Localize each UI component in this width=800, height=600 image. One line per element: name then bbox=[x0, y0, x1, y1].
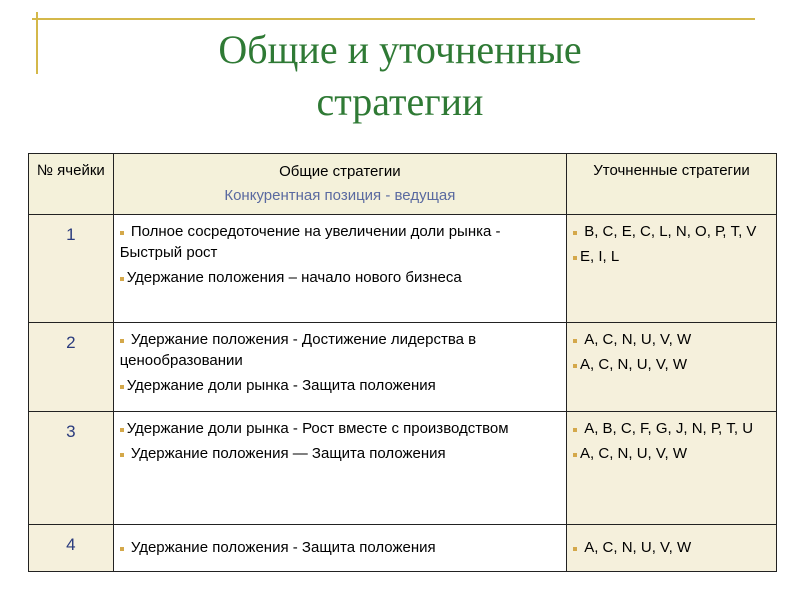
decor-left-line bbox=[36, 12, 38, 74]
refined-strategy-text: А, С, N, U, V, W bbox=[580, 539, 692, 556]
bullet-icon bbox=[120, 339, 124, 343]
list-item bbox=[120, 375, 560, 396]
bullet-icon bbox=[120, 547, 124, 551]
row-number: 2 bbox=[29, 323, 114, 412]
bullet-icon bbox=[120, 277, 124, 281]
header-cell-number bbox=[29, 154, 114, 215]
list-item bbox=[120, 537, 560, 558]
header-cell-general bbox=[113, 154, 566, 215]
general-strategies-cell bbox=[113, 215, 566, 323]
list-item bbox=[573, 329, 770, 350]
table-row bbox=[29, 412, 777, 525]
strategy-table bbox=[28, 153, 777, 572]
general-strategy-text: Удержание положения - Достижение лидерства в ценообразовании bbox=[119, 331, 477, 369]
bullet-icon bbox=[573, 453, 577, 457]
refined-strategy-text: А, С, N, U, V, W bbox=[580, 356, 687, 373]
decor-top-line bbox=[32, 18, 755, 20]
table-header-row bbox=[29, 154, 777, 215]
bullet-icon bbox=[120, 385, 124, 389]
bullet-icon bbox=[573, 547, 577, 551]
header-general-subtitle: Конкурентная позиция - ведущая bbox=[224, 187, 456, 204]
general-strategy-text: Полное сосредоточение на увеличении доли рынка - Быстрый рост bbox=[119, 223, 501, 261]
list-item bbox=[573, 418, 770, 439]
row-number: 3 bbox=[29, 412, 114, 525]
refined-strategies-cell bbox=[567, 215, 777, 323]
bullet-icon bbox=[573, 231, 577, 235]
list-item bbox=[573, 354, 770, 375]
row-number: 1 bbox=[29, 215, 114, 323]
refined-strategy-text: А, С, N, U, V, W bbox=[580, 445, 687, 462]
table-row bbox=[29, 323, 777, 412]
page-title bbox=[120, 24, 680, 128]
header-general-label: Общие стратегии bbox=[279, 163, 401, 180]
list-item bbox=[573, 221, 770, 242]
refined-strategies-cell bbox=[567, 323, 777, 412]
header-cell-refined bbox=[567, 154, 777, 215]
general-strategies-cell bbox=[113, 525, 566, 572]
list-item bbox=[120, 418, 560, 439]
list-item bbox=[120, 267, 560, 288]
bullet-icon bbox=[120, 428, 124, 432]
refined-strategy-text: В, С, Е, С, L, N, О, Р, Т, V bbox=[580, 223, 757, 240]
table-row bbox=[29, 525, 777, 572]
list-item bbox=[120, 221, 560, 263]
header-refined-label: Уточненные стратегии bbox=[593, 162, 750, 179]
title-line-2: стратегии bbox=[316, 79, 484, 124]
general-strategy-text: Удержание положения - Защита положения bbox=[126, 539, 436, 556]
bullet-icon bbox=[120, 453, 124, 457]
refined-strategy-text: А, В, С, F, G, J, N, Р, Т, U bbox=[580, 420, 754, 437]
bullet-icon bbox=[573, 364, 577, 368]
header-number-label: № ячейки bbox=[36, 162, 105, 179]
list-item bbox=[573, 246, 770, 267]
title-line-1: Общие и уточненные bbox=[218, 27, 582, 72]
general-strategy-text: Удержание положения — Защита положения bbox=[126, 445, 446, 462]
bullet-icon bbox=[573, 428, 577, 432]
general-strategy-text: Удержание доли рынка - Рост вместе с производством bbox=[126, 420, 509, 437]
general-strategy-text: Удержание доли рынка - Защита положения bbox=[126, 377, 436, 394]
refined-strategies-cell bbox=[567, 525, 777, 572]
list-item bbox=[573, 443, 770, 464]
general-strategies-cell bbox=[113, 323, 566, 412]
list-item bbox=[573, 537, 770, 558]
table-row bbox=[29, 215, 777, 323]
row-number: 4 bbox=[29, 525, 114, 572]
refined-strategies-cell bbox=[567, 412, 777, 525]
refined-strategy-text: А, С, N, U, V, W bbox=[580, 331, 692, 348]
list-item bbox=[120, 329, 560, 371]
bullet-icon bbox=[120, 231, 124, 235]
list-item bbox=[120, 443, 560, 464]
bullet-icon bbox=[573, 339, 577, 343]
bullet-icon bbox=[573, 256, 577, 260]
refined-strategy-text: Е, I, L bbox=[580, 248, 620, 265]
general-strategy-text: Удержание положения – начало нового бизнеса bbox=[126, 269, 462, 286]
general-strategies-cell bbox=[113, 412, 566, 525]
